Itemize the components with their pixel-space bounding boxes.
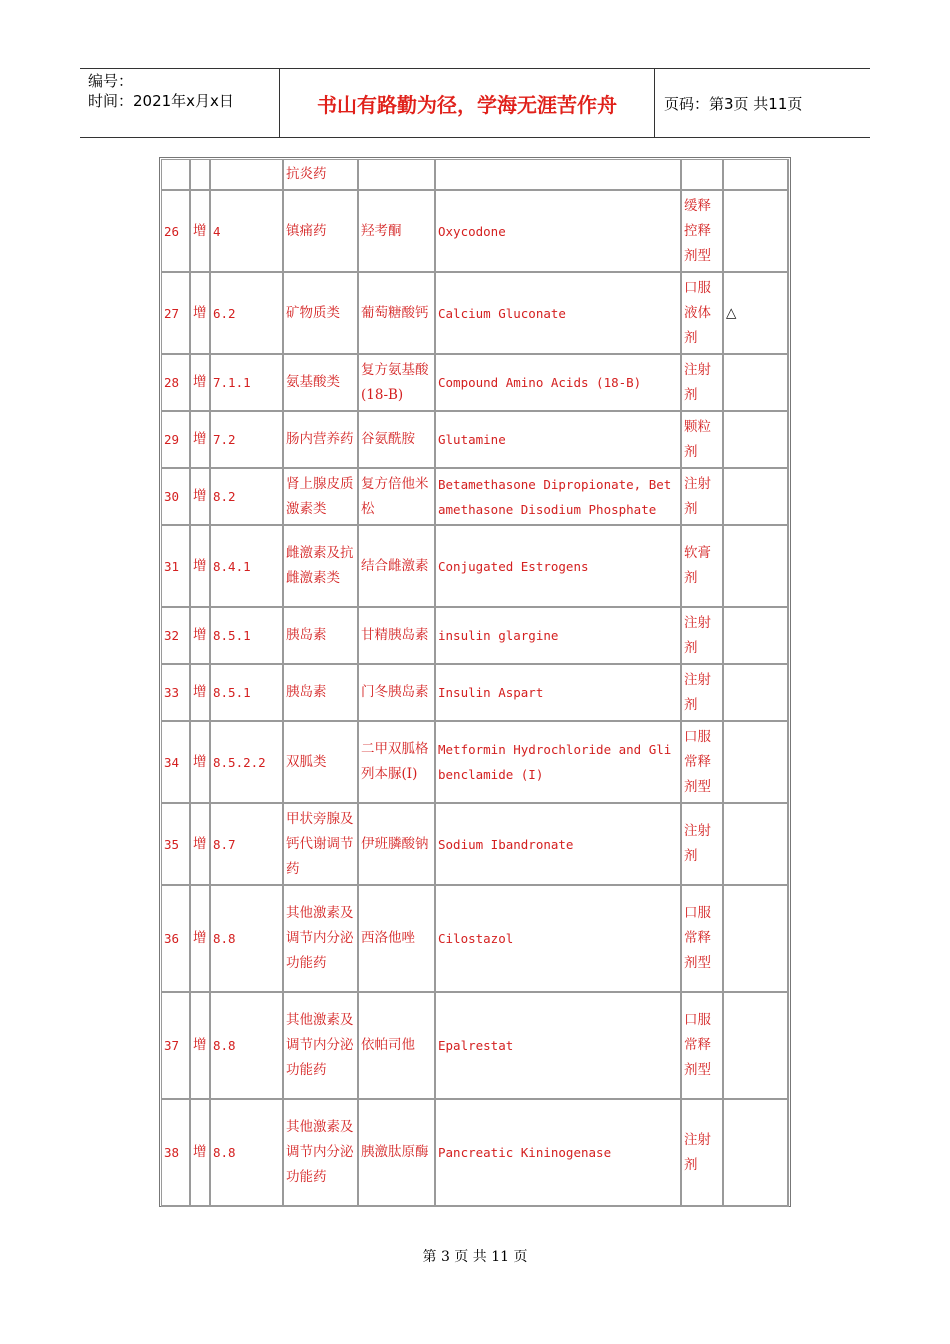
cell-category-code bbox=[211, 159, 284, 191]
cell-change-type bbox=[191, 159, 211, 191]
table-row bbox=[161, 191, 789, 273]
cell-drug-name-en: Sodium Ibandronate bbox=[436, 804, 682, 886]
drug-table bbox=[161, 159, 789, 1207]
drug-table-frame bbox=[159, 157, 791, 1207]
cell-category: 双胍类 bbox=[284, 722, 359, 804]
cell-dosage-form: 注射剂 bbox=[682, 804, 724, 886]
cell-remark bbox=[724, 804, 789, 886]
cell-drug-name-cn bbox=[359, 159, 436, 191]
cell-dosage-form: 注射剂 bbox=[682, 608, 724, 665]
cell-number: 27 bbox=[161, 273, 191, 355]
cell-dosage-form: 软膏剂 bbox=[682, 526, 724, 608]
cell-remark bbox=[724, 608, 789, 665]
table-row bbox=[161, 469, 789, 526]
cell-remark bbox=[724, 159, 789, 191]
cell-category: 肾上腺皮质激素类 bbox=[284, 469, 359, 526]
cell-remark bbox=[724, 1100, 789, 1207]
cell-change-type: 增 bbox=[191, 412, 211, 469]
cell-drug-name-cn: 葡萄糖酸钙 bbox=[359, 273, 436, 355]
cell-drug-name-en: Oxycodone bbox=[436, 191, 682, 273]
table-row bbox=[161, 886, 789, 993]
page-header bbox=[80, 68, 870, 138]
cell-dosage-form: 注射剂 bbox=[682, 355, 724, 412]
cell-category: 镇痛药 bbox=[284, 191, 359, 273]
cell-remark bbox=[724, 526, 789, 608]
cell-category-code: 7.1.1 bbox=[211, 355, 284, 412]
cell-category-code: 4 bbox=[211, 191, 284, 273]
cell-category-code: 8.5.1 bbox=[211, 665, 284, 722]
cell-drug-name-en: Pancreatic Kininogenase bbox=[436, 1100, 682, 1207]
cell-dosage-form: 口服常释剂型 bbox=[682, 722, 724, 804]
cell-number: 33 bbox=[161, 665, 191, 722]
cell-drug-name-en: insulin glargine bbox=[436, 608, 682, 665]
cell-dosage-form: 口服常释剂型 bbox=[682, 993, 724, 1100]
cell-drug-name-en: Calcium Gluconate bbox=[436, 273, 682, 355]
cell-dosage-form: 缓释控释剂型 bbox=[682, 191, 724, 273]
cell-change-type: 增 bbox=[191, 665, 211, 722]
cell-category-code: 8.8 bbox=[211, 993, 284, 1100]
cell-number: 38 bbox=[161, 1100, 191, 1207]
cell-drug-name-cn: 胰激肽原酶 bbox=[359, 1100, 436, 1207]
cell-change-type: 增 bbox=[191, 722, 211, 804]
cell-remark: △ bbox=[724, 273, 789, 355]
cell-number: 29 bbox=[161, 412, 191, 469]
cell-remark bbox=[724, 469, 789, 526]
header-number-label: 编号： bbox=[88, 72, 134, 90]
table-row bbox=[161, 355, 789, 412]
cell-change-type: 增 bbox=[191, 526, 211, 608]
cell-number: 34 bbox=[161, 722, 191, 804]
cell-category: 雌激素及抗雌激素类 bbox=[284, 526, 359, 608]
cell-change-type: 增 bbox=[191, 993, 211, 1100]
cell-category-code: 8.7 bbox=[211, 804, 284, 886]
cell-category: 抗炎药 bbox=[284, 159, 359, 191]
table-row bbox=[161, 993, 789, 1100]
cell-dosage-form: 颗粒剂 bbox=[682, 412, 724, 469]
header-motto: 书山有路勤为径，学海无涯苦作舟 bbox=[280, 69, 655, 137]
cell-category-code: 8.5.2.2 bbox=[211, 722, 284, 804]
cell-dosage-form bbox=[682, 159, 724, 191]
cell-drug-name-en: Compound Amino Acids (18-B) bbox=[436, 355, 682, 412]
cell-category-code: 7.2 bbox=[211, 412, 284, 469]
cell-drug-name-en: Insulin Aspart bbox=[436, 665, 682, 722]
cell-category: 胰岛素 bbox=[284, 665, 359, 722]
cell-change-type: 增 bbox=[191, 608, 211, 665]
cell-remark bbox=[724, 665, 789, 722]
cell-category: 其他激素及调节内分泌功能药 bbox=[284, 993, 359, 1100]
cell-drug-name-cn: 伊班膦酸钠 bbox=[359, 804, 436, 886]
cell-drug-name-en: Conjugated Estrogens bbox=[436, 526, 682, 608]
cell-drug-name-cn: 甘精胰岛素 bbox=[359, 608, 436, 665]
cell-number: 31 bbox=[161, 526, 191, 608]
header-page-info: 页码：第3页 共11页 bbox=[664, 94, 803, 113]
cell-category-code: 8.8 bbox=[211, 1100, 284, 1207]
cell-remark bbox=[724, 191, 789, 273]
table-row bbox=[161, 608, 789, 665]
table-row bbox=[161, 159, 789, 191]
table-row bbox=[161, 412, 789, 469]
cell-remark bbox=[724, 355, 789, 412]
table-row bbox=[161, 722, 789, 804]
cell-drug-name-en: Glutamine bbox=[436, 412, 682, 469]
table-row bbox=[161, 273, 789, 355]
cell-drug-name-en bbox=[436, 159, 682, 191]
table-row bbox=[161, 804, 789, 886]
cell-number: 36 bbox=[161, 886, 191, 993]
cell-drug-name-cn: 复方倍他米松 bbox=[359, 469, 436, 526]
cell-category-code: 8.2 bbox=[211, 469, 284, 526]
cell-dosage-form: 口服液体剂 bbox=[682, 273, 724, 355]
cell-number: 37 bbox=[161, 993, 191, 1100]
cell-remark bbox=[724, 993, 789, 1100]
cell-drug-name-cn: 门冬胰岛素 bbox=[359, 665, 436, 722]
table-row bbox=[161, 665, 789, 722]
cell-drug-name-en: Betamethasone Dipropionate, Betamethasone Disodium Phosphate bbox=[436, 469, 682, 526]
cell-number: 30 bbox=[161, 469, 191, 526]
cell-drug-name-cn: 谷氨酰胺 bbox=[359, 412, 436, 469]
cell-category: 矿物质类 bbox=[284, 273, 359, 355]
cell-drug-name-cn: 羟考酮 bbox=[359, 191, 436, 273]
cell-drug-name-en: Epalrestat bbox=[436, 993, 682, 1100]
cell-number: 26 bbox=[161, 191, 191, 273]
cell-change-type: 增 bbox=[191, 469, 211, 526]
table-row bbox=[161, 1100, 789, 1207]
cell-drug-name-cn: 二甲双胍格列本脲(I) bbox=[359, 722, 436, 804]
cell-category: 其他激素及调节内分泌功能药 bbox=[284, 886, 359, 993]
cell-remark bbox=[724, 886, 789, 993]
cell-change-type: 增 bbox=[191, 191, 211, 273]
cell-category-code: 8.8 bbox=[211, 886, 284, 993]
cell-category: 其他激素及调节内分泌功能药 bbox=[284, 1100, 359, 1207]
header-time-label: 时间：2021年x月x日 bbox=[88, 92, 234, 110]
cell-dosage-form: 注射剂 bbox=[682, 469, 724, 526]
cell-drug-name-en: Metformin Hydrochloride and Glibenclamide (I) bbox=[436, 722, 682, 804]
cell-category: 胰岛素 bbox=[284, 608, 359, 665]
page-footer: 第 3 页 共 11 页 bbox=[422, 1249, 528, 1265]
header-meta bbox=[80, 69, 280, 137]
cell-category: 甲状旁腺及钙代谢调节药 bbox=[284, 804, 359, 886]
cell-change-type: 增 bbox=[191, 355, 211, 412]
cell-drug-name-cn: 西洛他唑 bbox=[359, 886, 436, 993]
table-row bbox=[161, 526, 789, 608]
cell-drug-name-cn: 依帕司他 bbox=[359, 993, 436, 1100]
cell-dosage-form: 注射剂 bbox=[682, 1100, 724, 1207]
cell-category-code: 8.4.1 bbox=[211, 526, 284, 608]
cell-dosage-form: 注射剂 bbox=[682, 665, 724, 722]
cell-remark bbox=[724, 722, 789, 804]
cell-drug-name-en: Cilostazol bbox=[436, 886, 682, 993]
cell-drug-name-cn: 结合雌激素 bbox=[359, 526, 436, 608]
cell-number: 35 bbox=[161, 804, 191, 886]
cell-change-type: 增 bbox=[191, 273, 211, 355]
cell-category: 氨基酸类 bbox=[284, 355, 359, 412]
cell-change-type: 增 bbox=[191, 804, 211, 886]
cell-drug-name-cn: 复方氨基酸(18-B) bbox=[359, 355, 436, 412]
cell-number bbox=[161, 159, 191, 191]
cell-remark bbox=[724, 412, 789, 469]
cell-dosage-form: 口服常释剂型 bbox=[682, 886, 724, 993]
cell-category: 肠内营养药 bbox=[284, 412, 359, 469]
cell-change-type: 增 bbox=[191, 886, 211, 993]
cell-category-code: 6.2 bbox=[211, 273, 284, 355]
cell-category-code: 8.5.1 bbox=[211, 608, 284, 665]
cell-change-type: 增 bbox=[191, 1100, 211, 1207]
cell-number: 32 bbox=[161, 608, 191, 665]
cell-number: 28 bbox=[161, 355, 191, 412]
